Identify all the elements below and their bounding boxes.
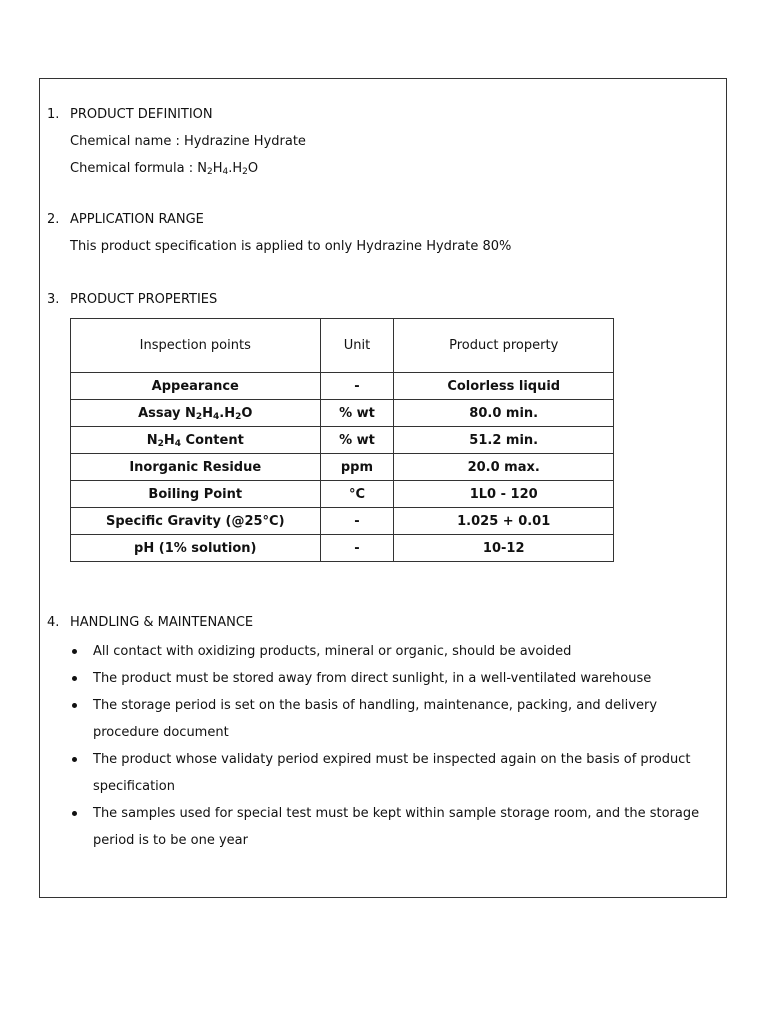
section-3-number: 3. [47,292,60,307]
cell-unit: % wt [320,400,394,427]
chemical-formula-label: Chemical formula : [70,161,198,176]
bullet-text: The storage period is set on the basis of handling, maintenance, packing, and delivery procedure document [93,698,658,740]
bullet-icon [72,757,77,762]
table-row [71,373,614,400]
header-product-property: Product property [394,319,614,373]
section-4-heading [47,615,253,630]
cell-point: $N_2H_4$ Content [71,427,321,454]
section-1-heading [47,107,213,122]
cell-value: 1L0 - 120 [394,481,614,508]
section-3-title: PRODUCT PROPERTIES [70,292,218,307]
table-row [71,508,614,535]
section-2-number: 2. [47,212,60,227]
formula-sub: 2 [206,167,213,177]
list-item [70,746,720,800]
cell-value: 51.2 min. [394,427,614,454]
cell-value: 10-12 [394,535,614,562]
cell-value: 20.0 max. [394,454,614,481]
bullet-icon [72,676,77,681]
cell-value: 80.0 min. [394,400,614,427]
bullet-icon [72,703,77,708]
cell-point: pH (1% solution) [71,535,321,562]
formula-part: .H [228,161,243,176]
cell-point: Boiling Point [71,481,321,508]
handling-bullet-list [70,638,720,854]
section-3-heading [47,292,217,307]
table-row [71,400,614,427]
table-row [71,427,614,454]
bullet-text: The samples used for special test must be kept within sample storage room, and the storage period is to be one year [93,806,700,848]
table-row [71,454,614,481]
cell-unit: - [320,535,394,562]
chemical-name: Chemical name : Hydrazine Hydrate [70,134,306,149]
section-1-title: PRODUCT DEFINITION [70,107,213,122]
cell-value: 1.025 + 0.01 [394,508,614,535]
list-item [70,800,720,854]
formula-part: O [247,161,259,176]
formula-sub: 4 [222,167,229,177]
list-item [70,665,720,692]
application-range-text: This product specification is applied to only Hydrazine Hydrate 80% [70,239,512,254]
cell-point: Inorganic Residue [71,454,321,481]
list-item [70,638,720,665]
cell-point: Appearance [71,373,321,400]
list-item [70,692,720,746]
formula-sub: 2 [242,167,248,177]
table-row [71,481,614,508]
section-2-heading [47,212,204,227]
cell-unit: ppm [320,454,394,481]
bullet-text: The product must be stored away from direct sunlight, in a well-ventilated warehouse [93,671,652,686]
bullet-icon [72,649,77,654]
formula-part: H [212,161,223,176]
properties-table [70,318,614,562]
section-4-number: 4. [47,615,60,630]
cell-unit: % wt [320,427,394,454]
header-inspection-points: Inspection points [71,319,321,373]
chemical-formula [70,161,258,176]
table-row [71,535,614,562]
cell-unit: - [320,373,394,400]
section-4-title: HANDLING & MAINTENANCE [70,615,254,630]
cell-unit: - [320,508,394,535]
cell-unit: °C [320,481,394,508]
section-2-title: APPLICATION RANGE [70,212,204,227]
section-1-number: 1. [47,107,60,122]
table-header-row [71,319,614,373]
formula-part: N [197,161,207,176]
header-unit: Unit [320,319,394,373]
bullet-text: All contact with oxidizing products, mineral or organic, should be avoided [93,644,572,659]
cell-value: Colorless liquid [394,373,614,400]
cell-point: Assay $N_2H_4.H_2O$ [71,400,321,427]
bullet-text: The product whose validaty period expired must be inspected again on the basis of product specification [93,752,691,794]
cell-point: Specific Gravity (@25°C) [71,508,321,535]
bullet-icon [72,811,77,816]
